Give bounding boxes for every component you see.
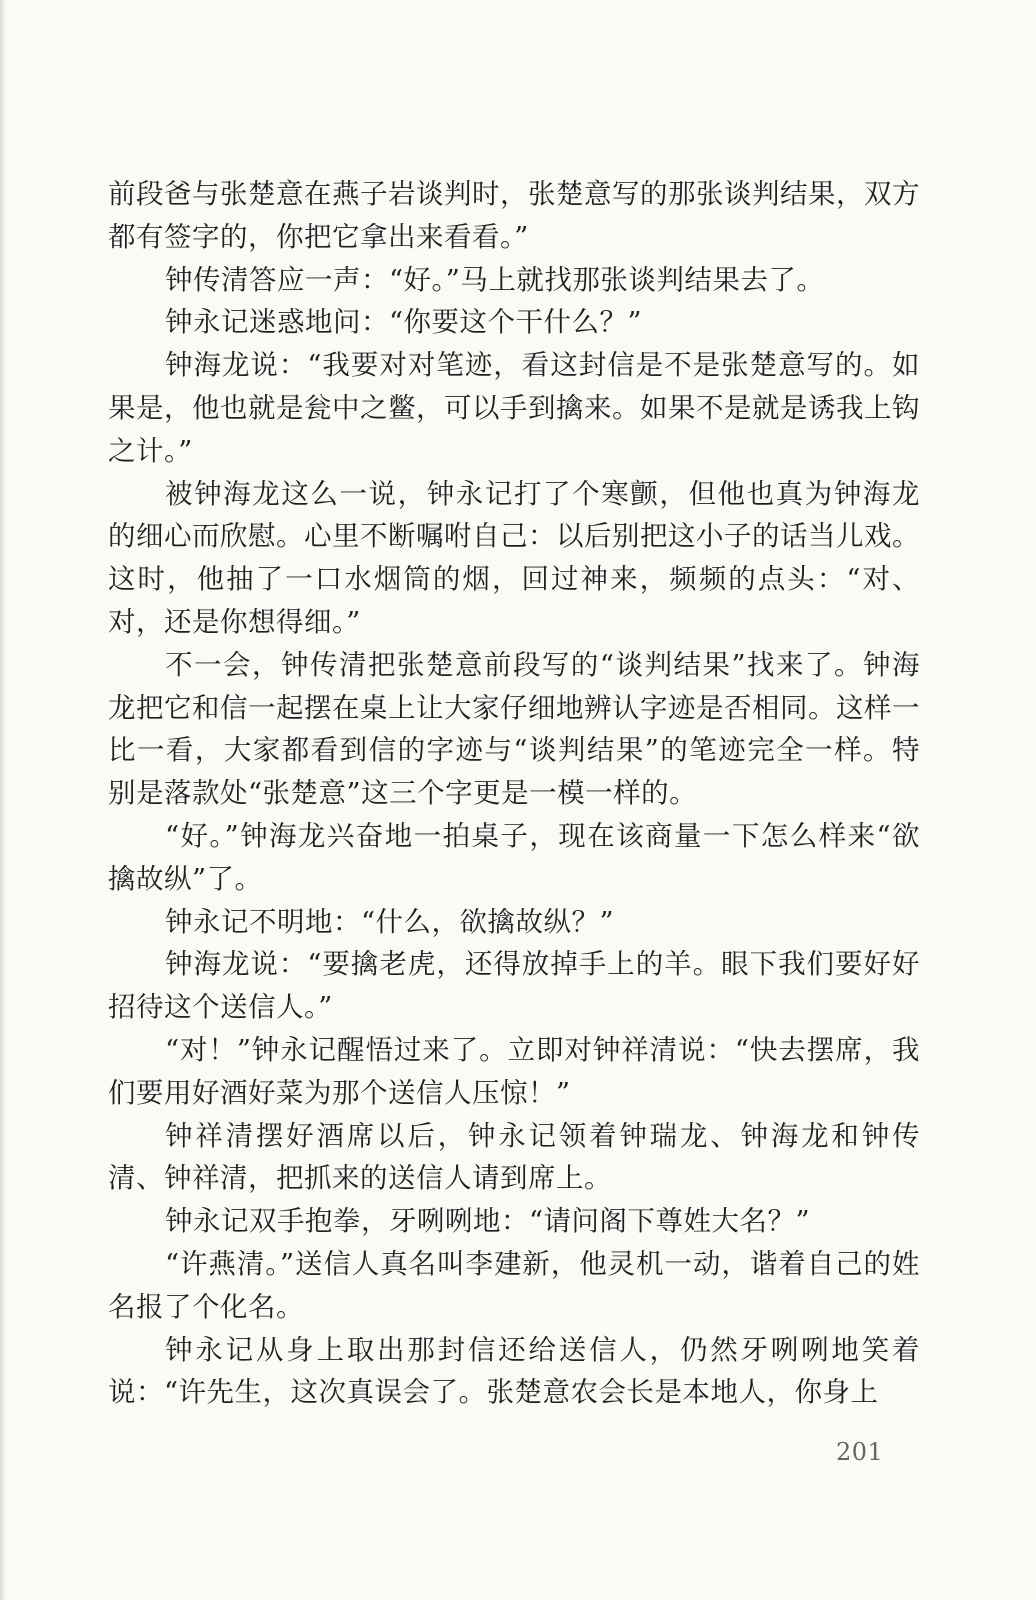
page-number: 201	[836, 1438, 884, 1466]
paragraph-2: 钟传清答应一声：“好。”马上就找那张谈判结果去了。	[165, 263, 825, 296]
paragraph-6: 不一会，钟传清把张楚意前段写的“谈判结果”找来了。钟海龙把它和信一起摆在桌上让大家仔细地辨认字迹是否相同。这样一比一看，大家都看到信的字迹与“谈判结果”的笔迹完全一样。特别是落款处“张楚意”这三个字更是一模一样的。	[108, 648, 920, 810]
paragraph-1: 前段爸与张楚意在燕子岩谈判时，张楚意写的那张谈判结果，双方都有签字的，你把它拿出来看看。”	[108, 178, 920, 253]
body-text	[108, 173, 920, 1414]
paragraph-10: “对！”钟永记醒悟过来了。立即对钟祥清说：“快去摆席，我们要用好酒好菜为那个送信人压惊！”	[108, 1033, 920, 1109]
paragraph-4: 钟海龙说：“我要对对笔迹，看这封信是不是张楚意写的。如果是，他也就是瓮中之鳖，可以手到擒来。如果不是就是诱我上钩之计。”	[108, 349, 920, 467]
paragraph-8: 钟永记不明地：“什么，欲擒故纵？”	[165, 905, 615, 938]
page-edge	[0, 0, 6, 1600]
paragraph-9: 钟海龙说：“要擒老虎，还得放掉手上的羊。眼下我们要好好招待这个送信人。”	[108, 948, 920, 1024]
paragraph-5: 被钟海龙这么一说，钟永记打了个寒颤，但他也真为钟海龙的细心而欣慰。心里不断嘱咐自己：以后别把这小子的话当儿戏。这时，他抽了一口水烟筒的烟，回过神来，频频的点头：“对、对，还是你想得细。”	[108, 477, 920, 638]
paragraph-13: “许燕清。”送信人真名叫李建新，他灵机一动，谐着自己的姓名报了个化名。	[108, 1247, 920, 1323]
paragraph-14: 钟永记从身上取出那封信还给送信人，仍然牙咧咧地笑着说：“许先生，这次真误会了。张楚意农会长是本地人，你身上	[108, 1333, 920, 1409]
paragraph-11: 钟祥清摆好酒席以后，钟永记领着钟瑞龙、钟海龙和钟传清、钟祥清，把抓来的送信人请到席上。	[108, 1119, 920, 1195]
paragraph-7: “好。”钟海龙兴奋地一拍桌子，现在该商量一下怎么样来“欲擒故纵”了。	[108, 819, 920, 895]
paragraph-12: 钟永记双手抱拳，牙咧咧地：“请问阁下尊姓大名？”	[165, 1205, 811, 1238]
paragraph-3: 钟永记迷惑地问：“你要这个干什么？”	[165, 306, 643, 339]
